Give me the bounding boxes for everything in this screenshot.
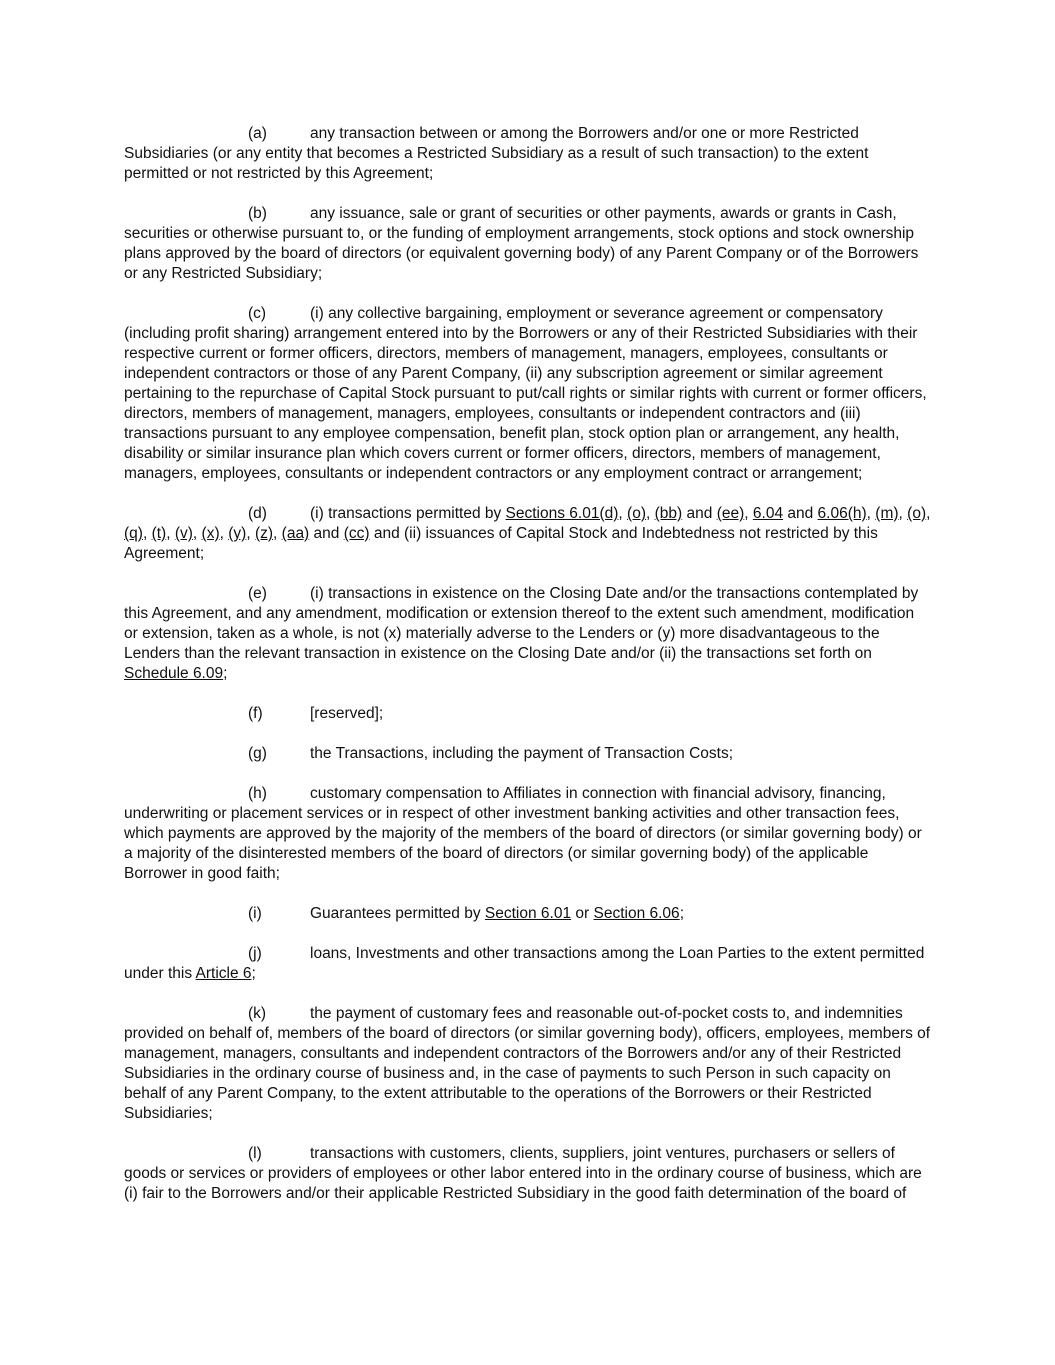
section-reference: 6.04	[752, 505, 784, 522]
separator: ,	[926, 505, 931, 522]
article-reference: Article 6	[195, 965, 252, 982]
clause-i	[124, 904, 932, 924]
clause-c	[124, 304, 932, 484]
section-reference: Section 6.01	[484, 905, 572, 922]
clause-text: (i) transactions permitted by	[310, 505, 506, 522]
clause-k	[124, 1004, 932, 1124]
section-reference: (v)	[174, 525, 193, 542]
separator: ,	[273, 525, 282, 542]
clause-text: and (ii) issuances of Capital Stock and Indebtedness not restricted by this Agreement;	[124, 525, 878, 562]
clause-label: (j)	[248, 945, 262, 962]
clause-text: (i) transactions in existence on the Closing Date and/or the transactions contemplated by this Agreement, and any amendment, modification or extension thereof to the extent such amendment, modification or extension, taken as a whole, is not (x) materially adverse to the Lenders or (y) more disadvantageous to the Lenders than the relevant transaction in existence on the Closing Date and/or (ii) the transactions set forth on	[124, 585, 919, 662]
clause-label: (g)	[248, 745, 267, 762]
clause-label: (a)	[248, 125, 267, 142]
clause-h	[124, 784, 932, 884]
clause-label: (l)	[248, 1145, 262, 1162]
clause-g	[124, 744, 932, 764]
clause-text: the payment of customary fees and reasonable out-of-pocket costs to, and indemnities provided on behalf of, members of the board of directors (or similar governing body), officers, employees, members of management, managers, consultants and independent contractors of the Borrowers and/or any of their Restricted Subsidiaries in the ordinary course of business and, in the case of payments to such Person in such capacity on behalf of any Parent Company, to the extent attributable to the operations of the Borrowers or their Restricted Subsidiaries;	[124, 1005, 931, 1122]
clause-text: the Transactions, including the payment of Transaction Costs;	[310, 745, 734, 762]
separator: ,	[866, 505, 876, 522]
clause-label: (i)	[248, 905, 262, 922]
section-reference: (y)	[228, 525, 247, 542]
clause-text: (i) any collective bargaining, employment or severance agreement or compensatory (including profit sharing) arrangement entered into by the Borrowers or any of their Restricted Subsidiaries with their respective current or former officers, directors, members of management, managers, employees, consultants or independent contractors or those of any Parent Company, (ii) any subscription agreement or similar agreement pertaining to the repurchase of Capital Stock pursuant to put/call rights or similar rights with current or former officers, directors, members of management, managers, employees, consultants or independent contractors and (iii) transactions pursuant to any employee compensation, benefit plan, stock option plan or arrangement, any health, disability or similar insurance plan which covers current or former officers, directors, members of management, managers, employees, consultants or independent contractors or any employment contract or arrangement;	[124, 305, 927, 482]
clause-j	[124, 944, 932, 984]
separator: ,	[219, 525, 229, 542]
section-reference: (bb)	[654, 505, 683, 522]
separator: ,	[166, 525, 175, 542]
section-reference: Sections 6.01(d)	[505, 505, 619, 522]
clause-text: ;	[251, 965, 256, 982]
section-reference: (z)	[254, 525, 274, 542]
separator: ,	[246, 525, 255, 542]
clause-label: (d)	[248, 505, 267, 522]
section-reference: 6.06(h)	[817, 505, 867, 522]
clause-text: customary compensation to Affiliates in connection with financial advisory, financing, underwriting or placement services or in respect of other investment banking activities and other transaction fees, which payments are approved by the majority of the members of the board of directors (or similar governing body) or a majority of the disinterested members of the board of directors (or similar governing body) of the applicable Borrower in good faith;	[124, 785, 922, 882]
clause-text: transactions with customers, clients, suppliers, joint ventures, purchasers or sellers of goods or services or providers of employees or other labor entered into in the ordinary course of business, which are (i) fair to the Borrowers and/or their applicable Restricted Subsidiary in the good faith determination of the board of	[124, 1145, 922, 1202]
clause-label: (e)	[248, 585, 267, 602]
clause-label: (c)	[248, 305, 267, 322]
clause-text: Guarantees permitted by	[310, 905, 485, 922]
clause-text: loans, Investments and other transactions among the Loan Parties to the extent permitted under this	[124, 945, 925, 982]
clause-text: [reserved];	[310, 705, 384, 722]
separator: ,	[898, 505, 908, 522]
separator: and	[682, 505, 717, 522]
section-reference: (t)	[151, 525, 167, 542]
section-reference: Section 6.06	[593, 905, 680, 922]
section-reference: (o)	[627, 505, 646, 522]
clause-text: ;	[223, 665, 228, 682]
section-reference: (x)	[201, 525, 220, 542]
clause-label: (f)	[248, 705, 263, 722]
clause-a	[124, 124, 932, 184]
clause-label: (h)	[248, 785, 267, 802]
clause-d	[124, 504, 932, 564]
section-reference: (ee)	[716, 505, 745, 522]
separator: ,	[744, 505, 753, 522]
section-reference: (o)	[907, 505, 927, 522]
clause-text: any transaction between or among the Borrowers and/or one or more Restricted Subsidiaries (or any entity that becomes a Restricted Subsidiary as a result of such transaction) to the extent permitted or not restricted by this Agreement;	[124, 125, 869, 182]
separator: and	[309, 525, 344, 542]
clause-text: ;	[679, 905, 684, 922]
clause-l	[124, 1144, 932, 1204]
separator: ,	[192, 525, 202, 542]
clause-label: (k)	[248, 1005, 267, 1022]
separator: or	[571, 905, 594, 922]
section-reference: (m)	[875, 505, 899, 522]
section-reference: (aa)	[281, 525, 310, 542]
document-page	[124, 124, 932, 1224]
clause-f	[124, 704, 932, 724]
section-reference: (q)	[124, 525, 143, 542]
separator: and	[783, 505, 818, 522]
separator: ,	[142, 525, 152, 542]
clause-label: (b)	[248, 205, 267, 222]
separator: ,	[646, 505, 655, 522]
clause-b	[124, 204, 932, 284]
clause-text: any issuance, sale or grant of securities or other payments, awards or grants in Cash, securities or otherwise pursuant to, or the funding of employment arrangements, stock options and stock ownership plans approved by the board of directors (or equivalent governing body) of any Parent Company or of the Borrowers or any Restricted Subsidiary;	[124, 205, 919, 282]
schedule-reference: Schedule 6.09	[124, 665, 224, 682]
separator: ,	[618, 505, 628, 522]
section-reference: (cc)	[343, 525, 370, 542]
clause-e	[124, 584, 932, 684]
